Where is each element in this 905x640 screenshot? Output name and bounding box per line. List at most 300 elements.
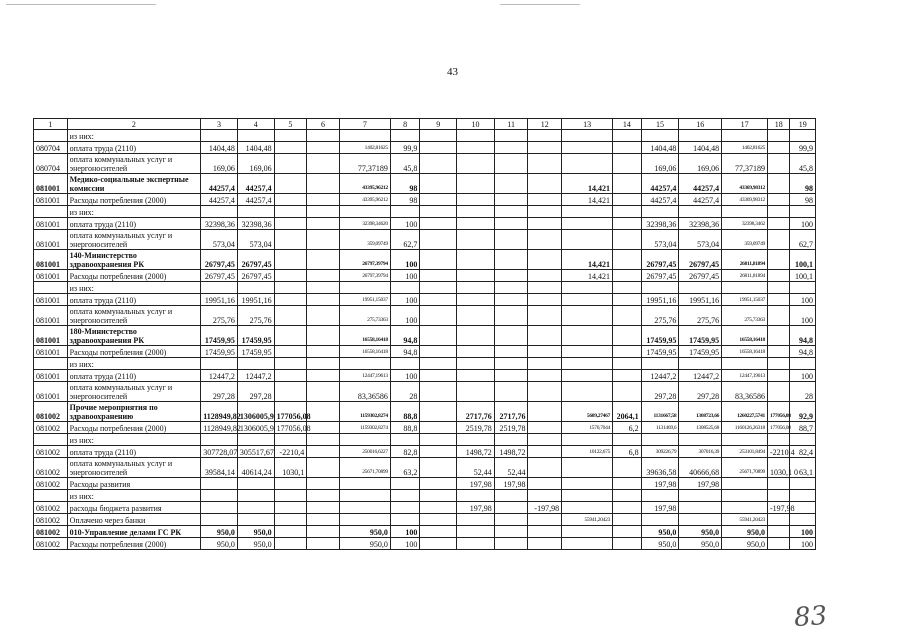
value-cell-col-10 [457, 370, 495, 382]
value-cell-col-16 [679, 130, 722, 142]
value-cell-col-18 [768, 230, 790, 250]
column-header-13: 13 [562, 119, 613, 130]
program-code-cell: 081002 [34, 446, 68, 458]
value-cell-col-6 [307, 270, 340, 282]
value-cell-col-14 [613, 458, 642, 478]
value-cell-col-5 [274, 502, 307, 514]
value-cell-col-6 [307, 194, 340, 206]
value-cell-col-3 [201, 358, 238, 370]
value-cell-col-14 [613, 270, 642, 282]
table-row [34, 306, 816, 326]
value-cell-col-6 [307, 346, 340, 358]
value-cell-col-17: 12447,19613 [722, 370, 768, 382]
value-cell-col-12 [528, 346, 562, 358]
value-cell-col-14 [613, 514, 642, 526]
value-cell-col-8 [390, 490, 420, 502]
page-number: 43 [447, 66, 458, 78]
value-cell-col-10: 52,44 [457, 458, 495, 478]
column-header-4: 4 [237, 119, 274, 130]
value-cell-col-12 [528, 402, 562, 422]
value-cell-col-9 [420, 538, 457, 550]
item-name-cell: оплата коммунальных услуг и энергоносителей [67, 306, 201, 326]
value-cell-col-12: -197,98 [528, 502, 562, 514]
value-cell-col-9 [420, 514, 457, 526]
value-cell-col-7: 275,73363 [339, 306, 390, 326]
value-cell-col-19: 100 [790, 218, 816, 230]
value-cell-col-5 [274, 294, 307, 306]
value-cell-col-13 [562, 502, 613, 514]
item-name-cell: Расходы потребления (2000) [67, 538, 201, 550]
value-cell-col-18 [768, 174, 790, 194]
value-cell-col-3: 1404,48 [201, 142, 238, 154]
value-cell-col-10 [457, 326, 495, 346]
program-code-cell [34, 434, 68, 446]
value-cell-col-15 [641, 130, 679, 142]
value-cell-col-16: 19951,16 [679, 294, 722, 306]
value-cell-col-4: 26797,45 [237, 270, 274, 282]
value-cell-col-15: 1404,48 [641, 142, 679, 154]
value-cell-col-7: 26797,39794 [339, 270, 390, 282]
value-cell-col-15: 950,0 [641, 538, 679, 550]
value-cell-col-19 [790, 358, 816, 370]
value-cell-col-15: 17459,95 [641, 326, 679, 346]
column-header-7: 7 [339, 119, 390, 130]
value-cell-col-19: 94,8 [790, 326, 816, 346]
value-cell-col-8: 100 [390, 218, 420, 230]
value-cell-col-4: 32398,36 [237, 218, 274, 230]
table-row [34, 538, 816, 550]
table-row [34, 154, 816, 174]
value-cell-col-18 [768, 250, 790, 270]
item-name-cell: Расходы потребления (2000) [67, 270, 201, 282]
value-cell-col-5 [274, 434, 307, 446]
value-cell-col-15: 197,98 [641, 502, 679, 514]
value-cell-col-4 [237, 282, 274, 294]
handwritten-page-mark: 83 [792, 600, 829, 634]
value-cell-col-4: 573,04 [237, 230, 274, 250]
value-cell-col-10 [457, 526, 495, 538]
value-cell-col-4: 297,28 [237, 382, 274, 402]
value-cell-col-13: 55941,20423 [562, 514, 613, 526]
table-row [34, 250, 816, 270]
program-code-cell: 081001 [34, 174, 68, 194]
program-code-cell: 081001 [34, 346, 68, 358]
value-cell-col-7 [339, 514, 390, 526]
value-cell-col-16: 169,06 [679, 154, 722, 174]
value-cell-col-3: 44257,4 [201, 174, 238, 194]
value-cell-col-5 [274, 358, 307, 370]
table-row [34, 130, 816, 142]
value-cell-col-9 [420, 130, 457, 142]
value-cell-col-19: 94,8 [790, 346, 816, 358]
value-cell-col-16: 32398,36 [679, 218, 722, 230]
value-cell-col-11 [494, 206, 528, 218]
item-name-cell: 010-Управление делами ГС РК [67, 526, 201, 538]
value-cell-col-10 [457, 306, 495, 326]
value-cell-col-11 [494, 326, 528, 346]
value-cell-col-11 [494, 130, 528, 142]
value-cell-col-4: 275,76 [237, 306, 274, 326]
value-cell-col-9 [420, 306, 457, 326]
program-code-cell: 081002 [34, 478, 68, 490]
value-cell-col-6 [307, 402, 340, 422]
value-cell-col-7: 359,09749 [339, 230, 390, 250]
value-cell-col-11 [494, 490, 528, 502]
value-cell-col-6 [307, 514, 340, 526]
value-cell-col-19: 100 [790, 294, 816, 306]
value-cell-col-3 [201, 434, 238, 446]
value-cell-col-16: 1308723,66 [679, 402, 722, 422]
value-cell-col-12 [528, 282, 562, 294]
value-cell-col-9 [420, 422, 457, 434]
value-cell-col-16 [679, 434, 722, 446]
column-header-2: 2 [67, 119, 201, 130]
value-cell-col-5 [274, 230, 307, 250]
value-cell-col-10 [457, 358, 495, 370]
value-cell-col-7: 32398,34620 [339, 218, 390, 230]
value-cell-col-18 [768, 434, 790, 446]
value-cell-col-12 [528, 230, 562, 250]
value-cell-col-12 [528, 206, 562, 218]
value-cell-col-4: 1306005,9 [237, 402, 274, 422]
value-cell-col-5 [274, 490, 307, 502]
value-cell-col-8: 100 [390, 526, 420, 538]
value-cell-col-6 [307, 294, 340, 306]
value-cell-col-7: 1402,81625 [339, 142, 390, 154]
column-header-18: 18 [768, 119, 790, 130]
value-cell-col-17: 1160126,26318 [722, 422, 768, 434]
value-cell-col-14 [613, 206, 642, 218]
value-cell-col-10 [457, 142, 495, 154]
table-row [34, 422, 816, 434]
table-row [34, 346, 816, 358]
value-cell-col-15: 39636,58 [641, 458, 679, 478]
value-cell-col-6 [307, 218, 340, 230]
value-cell-col-7: 16558,16418 [339, 346, 390, 358]
value-cell-col-13 [562, 358, 613, 370]
value-cell-col-17: 55941,20423 [722, 514, 768, 526]
value-cell-col-9 [420, 490, 457, 502]
value-cell-col-6 [307, 370, 340, 382]
item-name-cell: из них: [67, 358, 201, 370]
item-name-cell: 180-Министерство здравоохранения РК [67, 326, 201, 346]
value-cell-col-5: 177056,08 [274, 422, 307, 434]
value-cell-col-6 [307, 206, 340, 218]
value-cell-col-7: 25671,70899 [339, 458, 390, 478]
table-row [34, 218, 816, 230]
value-cell-col-9 [420, 502, 457, 514]
value-cell-col-8: 62,7 [390, 230, 420, 250]
value-cell-col-8: 100 [390, 370, 420, 382]
value-cell-col-14 [613, 478, 642, 490]
value-cell-col-3: 26797,45 [201, 250, 238, 270]
value-cell-col-3: 17459,95 [201, 346, 238, 358]
value-cell-col-13 [562, 230, 613, 250]
value-cell-col-18 [768, 154, 790, 174]
table-row [34, 502, 816, 514]
value-cell-col-9 [420, 478, 457, 490]
value-cell-col-16 [679, 490, 722, 502]
program-code-cell [34, 206, 68, 218]
value-cell-col-15 [641, 206, 679, 218]
value-cell-col-6 [307, 358, 340, 370]
value-cell-col-12 [528, 250, 562, 270]
value-cell-col-14: 6,8 [613, 446, 642, 458]
value-cell-col-4: 40614,24 [237, 458, 274, 478]
value-cell-col-17: 275,73363 [722, 306, 768, 326]
value-cell-col-18 [768, 218, 790, 230]
value-cell-col-17: 26811,81894 [722, 250, 768, 270]
value-cell-col-10 [457, 206, 495, 218]
value-cell-col-19: 82,4 [790, 446, 816, 458]
value-cell-col-5 [274, 382, 307, 402]
table-row [34, 174, 816, 194]
value-cell-col-5 [274, 514, 307, 526]
value-cell-col-7: 16558,16418 [339, 326, 390, 346]
value-cell-col-13: 14,421 [562, 174, 613, 194]
value-cell-col-4 [237, 130, 274, 142]
table-row [34, 294, 816, 306]
value-cell-col-12 [528, 130, 562, 142]
item-name-cell: оплата труда (2110) [67, 446, 201, 458]
value-cell-col-3 [201, 490, 238, 502]
value-cell-col-5 [274, 306, 307, 326]
value-cell-col-4: 950,0 [237, 538, 274, 550]
value-cell-col-6 [307, 282, 340, 294]
value-cell-col-12 [528, 514, 562, 526]
value-cell-col-4: 19951,16 [237, 294, 274, 306]
value-cell-col-8 [390, 434, 420, 446]
value-cell-col-12 [528, 434, 562, 446]
value-cell-col-9 [420, 282, 457, 294]
value-cell-col-11 [494, 502, 528, 514]
value-cell-col-16: 1404,48 [679, 142, 722, 154]
value-cell-col-5 [274, 346, 307, 358]
value-cell-col-11 [494, 346, 528, 358]
budget-execution-table [33, 118, 816, 550]
value-cell-col-8 [390, 206, 420, 218]
value-cell-col-16 [679, 358, 722, 370]
value-cell-col-3: 297,28 [201, 382, 238, 402]
item-name-cell: из них: [67, 282, 201, 294]
program-code-cell: 081001 [34, 306, 68, 326]
value-cell-col-15: 950,0 [641, 526, 679, 538]
program-code-cell [34, 282, 68, 294]
program-code-cell: 081002 [34, 422, 68, 434]
value-cell-col-8: 88,8 [390, 422, 420, 434]
value-cell-col-3: 169,06 [201, 154, 238, 174]
value-cell-col-7 [339, 358, 390, 370]
value-cell-col-7: 83,36586 [339, 382, 390, 402]
value-cell-col-8 [390, 282, 420, 294]
item-name-cell: оплата коммунальных услуг и энергоносителей [67, 382, 201, 402]
value-cell-col-6 [307, 326, 340, 346]
value-cell-col-8: 88,8 [390, 402, 420, 422]
value-cell-col-19: 92,9 [790, 402, 816, 422]
value-cell-col-3: 1128949,82 [201, 422, 238, 434]
value-cell-col-10 [457, 130, 495, 142]
value-cell-col-10: 2717,76 [457, 402, 495, 422]
program-code-cell: 081002 [34, 402, 68, 422]
value-cell-col-11 [494, 358, 528, 370]
value-cell-col-6 [307, 130, 340, 142]
item-name-cell: расходы бюджета развития [67, 502, 201, 514]
table-row [34, 358, 816, 370]
value-cell-col-11: 52,44 [494, 458, 528, 478]
value-cell-col-7: 77,37189 [339, 154, 390, 174]
value-cell-col-12 [528, 458, 562, 478]
table-row [34, 490, 816, 502]
item-name-cell: Оплачено через банки [67, 514, 201, 526]
value-cell-col-15 [641, 514, 679, 526]
value-cell-col-12 [528, 490, 562, 502]
value-cell-col-11 [494, 154, 528, 174]
value-cell-col-10 [457, 218, 495, 230]
table-row [34, 370, 816, 382]
value-cell-col-13 [562, 478, 613, 490]
value-cell-col-5 [274, 478, 307, 490]
item-name-cell: из них: [67, 434, 201, 446]
value-cell-col-11: 2519,78 [494, 422, 528, 434]
value-cell-col-17: 1260227,5741 [722, 402, 768, 422]
program-code-cell: 080704 [34, 142, 68, 154]
value-cell-col-11: 1498,72 [494, 446, 528, 458]
value-cell-col-15: 26797,45 [641, 270, 679, 282]
value-cell-col-3: 17459,95 [201, 326, 238, 346]
value-cell-col-9 [420, 194, 457, 206]
value-cell-col-18 [768, 358, 790, 370]
program-code-cell: 081001 [34, 382, 68, 402]
value-cell-col-7: 250016,6227 [339, 446, 390, 458]
value-cell-col-4: 1306005,9 [237, 422, 274, 434]
value-cell-col-11 [494, 270, 528, 282]
value-cell-col-15 [641, 358, 679, 370]
value-cell-col-13 [562, 434, 613, 446]
value-cell-col-13 [562, 130, 613, 142]
value-cell-col-6 [307, 174, 340, 194]
value-cell-col-14: 2064,1 [613, 402, 642, 422]
value-cell-col-11 [494, 218, 528, 230]
value-cell-col-9 [420, 218, 457, 230]
value-cell-col-17: 1402,81625 [722, 142, 768, 154]
value-cell-col-12 [528, 326, 562, 346]
value-cell-col-5 [274, 130, 307, 142]
value-cell-col-16: 197,98 [679, 478, 722, 490]
value-cell-col-4 [237, 434, 274, 446]
value-cell-col-16: 573,04 [679, 230, 722, 250]
value-cell-col-10 [457, 194, 495, 206]
value-cell-col-10 [457, 538, 495, 550]
value-cell-col-16: 44257,4 [679, 174, 722, 194]
value-cell-col-5 [274, 218, 307, 230]
table-row [34, 478, 816, 490]
value-cell-col-10 [457, 434, 495, 446]
value-cell-col-10 [457, 282, 495, 294]
value-cell-col-18 [768, 538, 790, 550]
program-code-cell: 081001 [34, 218, 68, 230]
value-cell-col-9 [420, 294, 457, 306]
value-cell-col-12 [528, 358, 562, 370]
value-cell-col-5 [274, 526, 307, 538]
value-cell-col-13 [562, 218, 613, 230]
value-cell-col-6 [307, 422, 340, 434]
value-cell-col-12 [528, 382, 562, 402]
program-code-cell: 081002 [34, 538, 68, 550]
table-row [34, 142, 816, 154]
value-cell-col-6 [307, 502, 340, 514]
value-cell-col-8: 98 [390, 174, 420, 194]
value-cell-col-10 [457, 230, 495, 250]
value-cell-col-12 [528, 194, 562, 206]
scan-artifact-line [6, 4, 156, 5]
value-cell-col-14 [613, 346, 642, 358]
item-name-cell: Расходы потребления (2000) [67, 422, 201, 434]
value-cell-col-15 [641, 282, 679, 294]
value-cell-col-12 [528, 294, 562, 306]
value-cell-col-11: 2717,76 [494, 402, 528, 422]
table-row [34, 382, 816, 402]
program-code-cell: 080704 [34, 154, 68, 174]
value-cell-col-8 [390, 514, 420, 526]
value-cell-col-18: 177056,08 [768, 402, 790, 422]
value-cell-col-9 [420, 402, 457, 422]
value-cell-col-19: 100 [790, 526, 816, 538]
value-cell-col-15: 1131667,58 [641, 402, 679, 422]
value-cell-col-16: 26797,45 [679, 270, 722, 282]
value-cell-col-15: 44257,4 [641, 194, 679, 206]
value-cell-col-7 [339, 434, 390, 446]
value-cell-col-10 [457, 154, 495, 174]
item-name-cell: из них: [67, 130, 201, 142]
column-header-3: 3 [201, 119, 238, 130]
item-name-cell: оплата коммунальных услуг и энергоносителей [67, 458, 201, 478]
program-code-cell: 081002 [34, 502, 68, 514]
value-cell-col-9 [420, 270, 457, 282]
value-cell-col-19: 63,1 [790, 458, 816, 478]
scan-artifact-line [500, 4, 580, 5]
value-cell-col-18 [768, 370, 790, 382]
value-cell-col-3: 307728,07 [201, 446, 238, 458]
value-cell-col-8: 28 [390, 382, 420, 402]
value-cell-col-19 [790, 514, 816, 526]
value-cell-col-13 [562, 294, 613, 306]
value-cell-col-11 [494, 250, 528, 270]
program-code-cell: 081002 [34, 514, 68, 526]
value-cell-col-11 [494, 194, 528, 206]
value-cell-col-9 [420, 250, 457, 270]
value-cell-col-4: 305517,67 [237, 446, 274, 458]
value-cell-col-19 [790, 206, 816, 218]
value-cell-col-13 [562, 458, 613, 478]
value-cell-col-5: -2210,4 [274, 446, 307, 458]
value-cell-col-7: 1159302,8274 [339, 402, 390, 422]
value-cell-col-3: 12447,2 [201, 370, 238, 382]
value-cell-col-6 [307, 478, 340, 490]
value-cell-col-17: 950,0 [722, 538, 768, 550]
value-cell-col-3 [201, 502, 238, 514]
value-cell-col-7: 19951,15037 [339, 294, 390, 306]
value-cell-col-17: 253101,8494 [722, 446, 768, 458]
value-cell-col-16: 950,0 [679, 538, 722, 550]
value-cell-col-10 [457, 250, 495, 270]
value-cell-col-17 [722, 434, 768, 446]
value-cell-col-17: 32398,3462 [722, 218, 768, 230]
value-cell-col-16: 307016,39 [679, 446, 722, 458]
column-header-10: 10 [457, 119, 495, 130]
value-cell-col-6 [307, 306, 340, 326]
column-header-14: 14 [613, 119, 642, 130]
value-cell-col-9 [420, 382, 457, 402]
